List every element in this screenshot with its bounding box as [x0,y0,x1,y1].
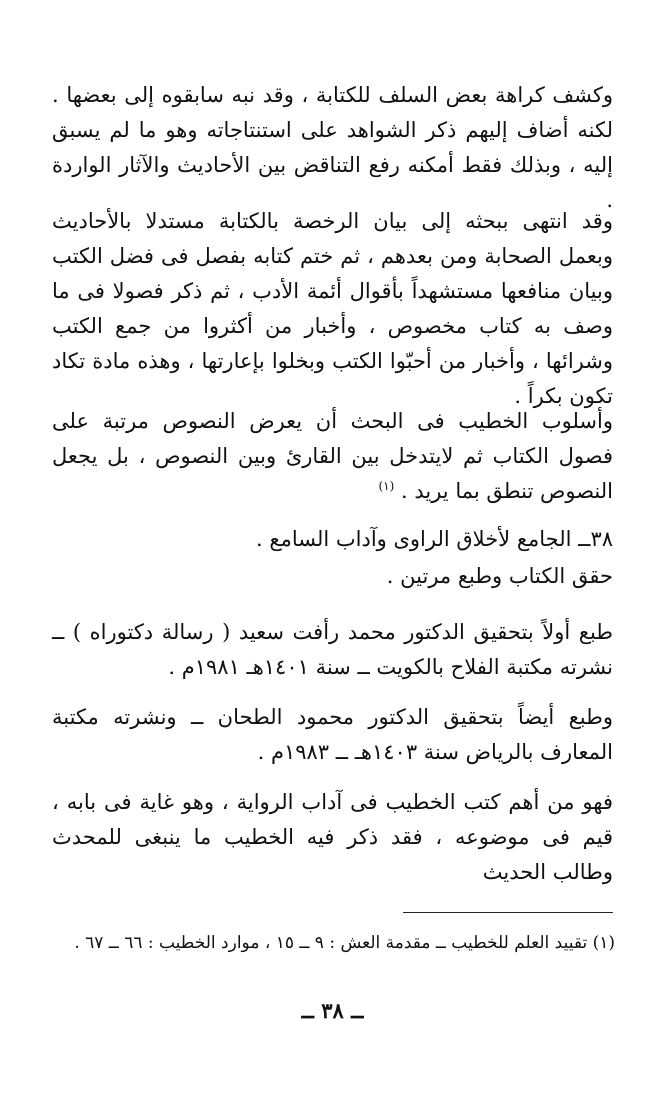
paragraph-6-text: فهو من أهم كتب الخطيب فى آداب الرواية ، وهو غاية فى بابه ، قيم فى موضوعه ، فقد ذكر فيه الخطيب ما ينبغى للمحدث وطالب الحديث [52,790,613,884]
paragraph-4 [52,615,613,685]
entry-subline-text: حقق الكتاب وطبع مرتين . [386,564,613,588]
paragraph-2 [52,204,613,414]
footnote-text: (١) تقييد العلم للخطيب ــ مقدمة العش : ٩ ــ ١٥ ، موارد الخطيب : ٦٦ ــ ٦٧ . [74,933,615,953]
paragraph-5-text: وطبع أيضاً بتحقيق الدكتور محمود الطحان ــ ونشرته مكتبة المعارف بالرياض سنة ١٤٠٣هـ ــ ١٩٨٣م . [52,705,613,764]
footnote-reference: (١) [378,479,395,493]
entry-subline [52,559,613,594]
paragraph-4-text: طبع أولاً بتحقيق الدكتور محمد رأفت سعيد ( رسالة دكتوراه ) ــ نشرته مكتبة الفلاح بالكويت ــ سنة ١٤٠١هـ ١٩٨١م . [52,620,613,679]
paragraph-1 [52,78,613,218]
footnote-divider [403,912,613,913]
paragraph-3 [52,404,613,509]
entry-heading-text: ٣٨ــ الجامع لأخلاق الراوى وآداب السامع . [256,527,613,551]
paragraph-6 [52,785,613,890]
page-number: ــ ٣٨ ــ [301,998,364,1023]
paragraph-1-text: وكشف كراهة بعض السلف للكتابة ، وقد نبه سابقوه إلى بعضها . لكنه أضاف إليهم ذكر الشواهد على استنتاجاته وهو ما لم يسبق إليه ، وبذلك فقط أمكنه رفع التناقض بين الأحاديث والآثار الواردة . [52,83,613,212]
paragraph-2-text: وقد انتهى ببحثه إلى بيان الرخصة بالكتابة مستدلا بالأحاديث وبعمل الصحابة ومن بعدهم ، ثم ختم كتابه بفصل فى فضل الكتب وبيان منافعها مستشهداً بأقوال أئمة الأدب ، ثم ذكر فصولا فى ما وصف به كتاب مخصوص ، وأخبار من أكثروا من جمع الكتب وشرائها ، وأخبار من أحبّوا الكتب وبخلوا بإعارتها ، وهذه مادة تكاد تكون بكراً . [52,209,613,408]
paragraph-3-body [52,404,613,509]
paragraph-3-text: وأسلوب الخطيب فى البحث أن يعرض النصوص مرتبة على فصول الكتاب ثم لايتدخل بين القارئ وبين النصوص ، بل يجعل النصوص تنطق بما يريد . [52,409,613,503]
paragraph-5 [52,700,613,770]
footnote [52,928,615,958]
entry-heading [52,522,613,557]
